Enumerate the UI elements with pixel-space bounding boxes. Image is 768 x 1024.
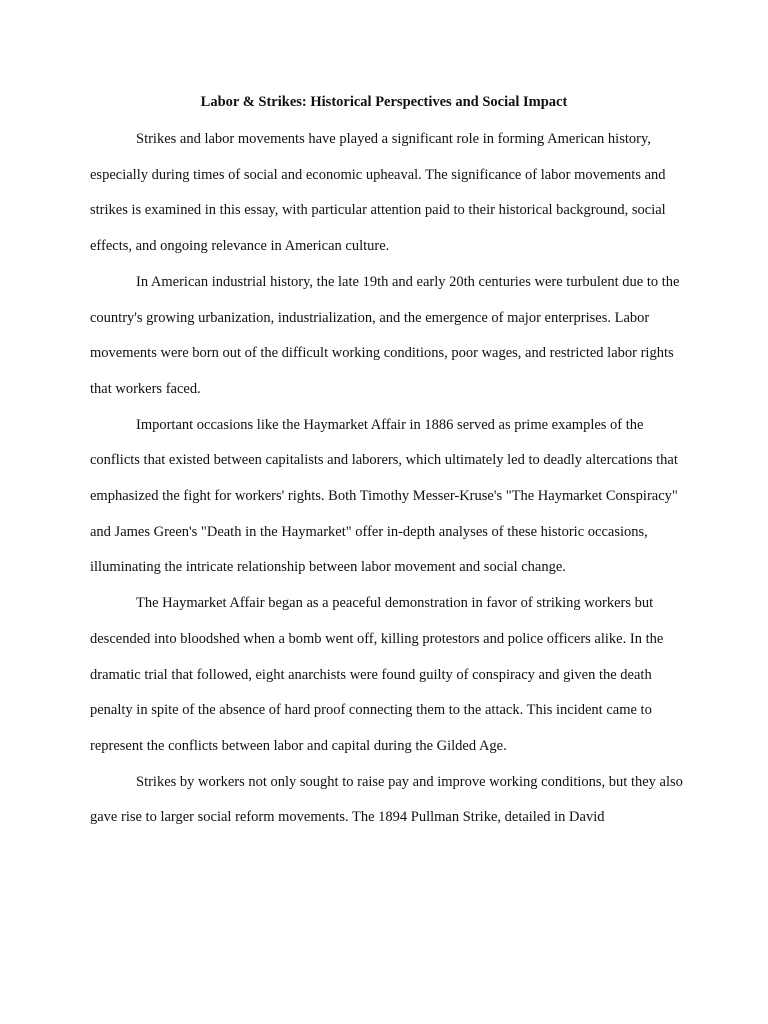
paragraph-5: Strikes by workers not only sought to raise pay and improve working conditions, but they also gave rise to larger social reform movements. The 1894 Pullman Strike, detailed in David [90,773,683,826]
document-body [90,122,686,836]
paragraph-1: Strikes and labor movements have played a significant role in forming American history, especially during times of social and economic upheaval. The significance of labor movements and strikes is examined in this essay, with particular attention paid to their historical background, social effects, and ongoing relevance in American culture. [90,131,666,255]
paragraph-2: In American industrial history, the late 19th and early 20th centuries were turbulent due to the country's growing urbanization, industrialization, and the emergence of major enterprises. Labor movements were born out of the difficult working conditions, poor wages, and restricted labor rights that workers faced. [90,273,680,397]
document-title: Labor & Strikes: Historical Perspectives and Social Impact [200,94,568,110]
paragraph-4: The Haymarket Affair began as a peaceful demonstration in favor of striking workers but descended into bloodshed when a bomb went off, killing protestors and police officers alike. In the dramatic trial that followed, eight anarchists were found guilty of conspiracy and given the death penalty in spite of the absence of hard proof connecting them to the attack. This incident came to represent the conflicts between labor and capital during the Gilded Age. [90,595,664,754]
paragraph-3: Important occasions like the Haymarket Affair in 1886 served as prime examples of the conflicts that existed between capitalists and laborers, which ultimately led to deadly altercations that emphasized the fight for workers' rights. Both Timothy Messer-Kruse's "The Haymarket Conspiracy" and James Green's "Death in the Haymarket" offer in-depth analyses of these historic occasions, illuminating the intricate relationship between labor movement and social change. [90,416,678,576]
